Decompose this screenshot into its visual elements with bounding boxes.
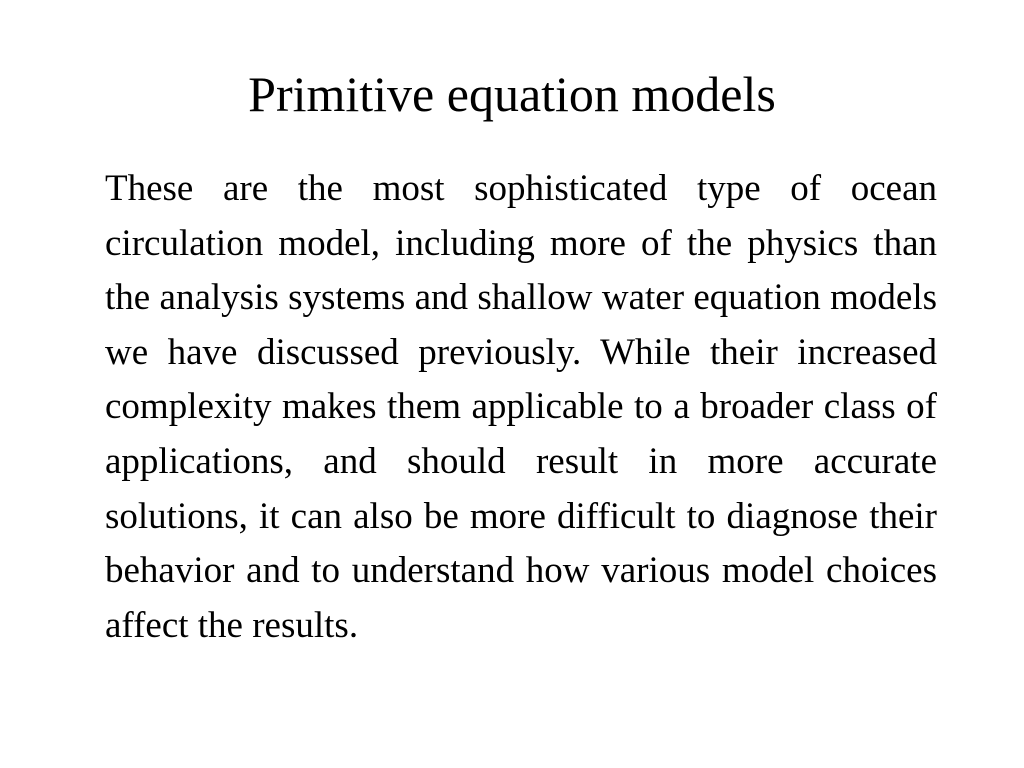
slide-title: Primitive equation models: [248, 66, 776, 122]
slide-body-text: These are the most sophisticated type of ocean circulation model, including more of the physics than the analysis systems and shallow water equation models we have discussed previously. While their increased complexity makes them applicable to a broader class of applications, and should result in more accurate solutions, it can also be more difficult to diagnose their behavior and to understand how various model choices affect the results.: [105, 168, 937, 646]
